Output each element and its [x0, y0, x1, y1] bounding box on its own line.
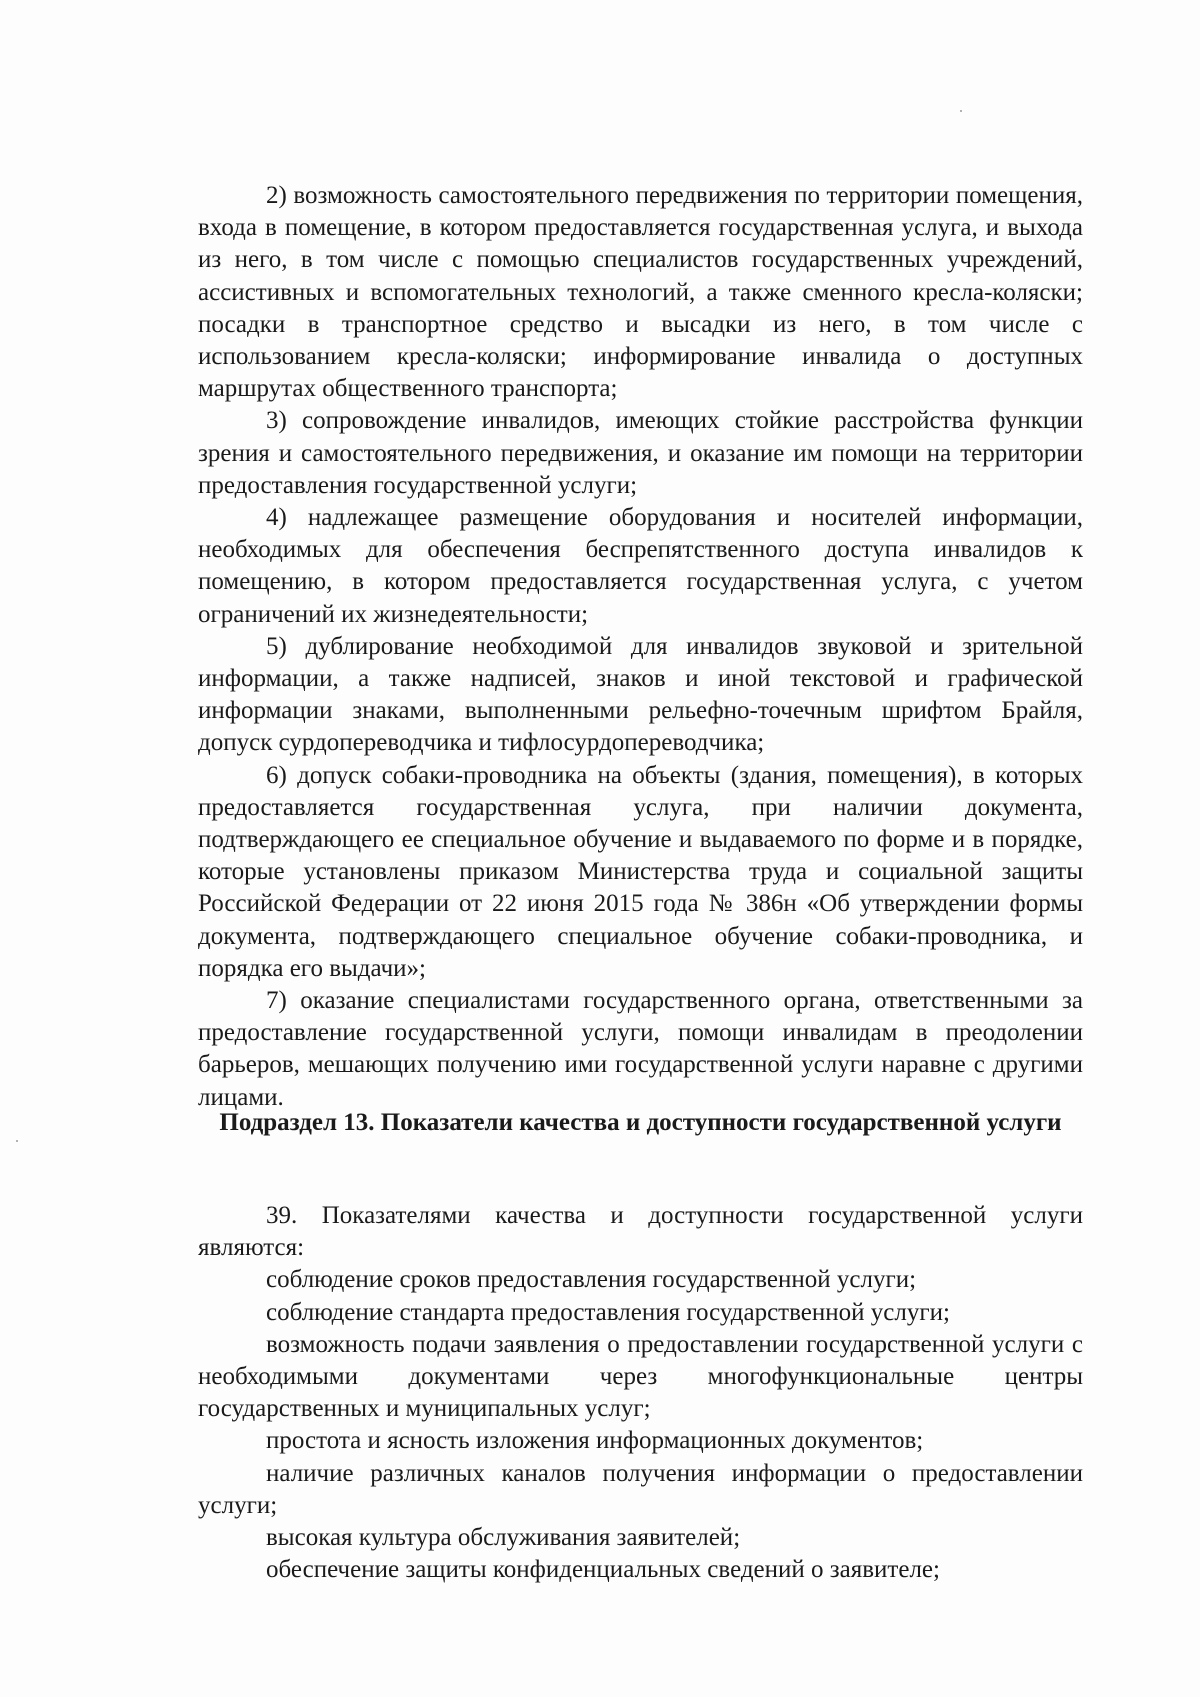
section-intro: 39. Показателями качества и доступности государственной услуги являются:	[198, 1202, 1083, 1262]
indicator-item: соблюдение сроков предоставления государственной услуги;	[266, 1266, 917, 1294]
list-item-2: 2) возможность самостоятельного передвижения по территории помещения, входа в помещение, в котором предоставляется государственная услуга, и выхода из него, в том числе с помощью специалистов государственных учреждений, ассистивных и вспомогательных технологий, а также сменного кресла-коляски; посадки в транспортное средство и высадки из него, в том числе с использованием кресла-коляски; информирование инвалида о доступных маршрутах общественного транспорта;	[198, 182, 1083, 403]
list-item-3: 3) сопровождение инвалидов, имеющих стойкие расстройства функции зрения и самостоятельного передвижения, и оказание им помощи на территории предоставления государственной услуги;	[198, 407, 1083, 499]
indicator-item: наличие различных каналов получения информации о предоставлении услуги;	[198, 1459, 1083, 1519]
list-item-4: 4) надлежащее размещение оборудования и носителей информации, необходимых для обеспечения беспрепятственного доступа инвалидов к помещению, в котором предоставляется государственная услуга, с учетом ограничений их жизнедеятельности;	[198, 504, 1083, 628]
list-item-6: 6) допуск собаки-проводника на объекты (здания, помещения), в которых предоставляется государственная услуга, при наличии документа, подтверждающего ее специальное обучение и выдаваемого по форме и в порядке, которые установлены приказом Министерства труда и социальной защиты Российской Федерации от 22 июня 2015 года № 386н «Об утверждении формы документа, подтверждающего специальное обучение собаки-проводника, и порядка его выдачи»;	[198, 761, 1083, 982]
indicator-item: соблюдение стандарта предоставления государственной услуги;	[266, 1298, 950, 1326]
indicator-item: возможность подачи заявления о предоставлении государственной услуги с необходимыми документами через многофункциональные центры государственных и муниципальных услуг;	[198, 1330, 1083, 1423]
quality-indicators	[198, 1200, 1083, 1586]
scan-speck	[960, 110, 962, 112]
indicator-item: обеспечение защиты конфиденциальных сведений о заявителе;	[266, 1556, 940, 1584]
scan-speck	[16, 1140, 18, 1142]
indicator-item: высокая культура обслуживания заявителей;	[266, 1524, 741, 1552]
list-item-5: 5) дублирование необходимой для инвалидов звуковой и зрительной информации, а также надписей, знаков и иной текстовой и графической информации знаками, выполненными рельефно-точечным шрифтом Брайля, допуск сурдопереводчика и тифлосурдопереводчика;	[198, 632, 1083, 757]
list-item-7: 7) оказание специалистами государственного органа, ответственными за предоставление государственной услуги, помощи инвалидам в преодолении барьеров, мешающих получению ими государственной услуги наравне с другими лицами.	[198, 987, 1083, 1111]
section-heading: Подраздел 13. Показатели качества и доступности государственной услуги	[219, 1109, 1062, 1136]
accessibility-list	[198, 180, 1083, 1114]
indicator-item: простота и ясность изложения информационных документов;	[266, 1427, 924, 1455]
